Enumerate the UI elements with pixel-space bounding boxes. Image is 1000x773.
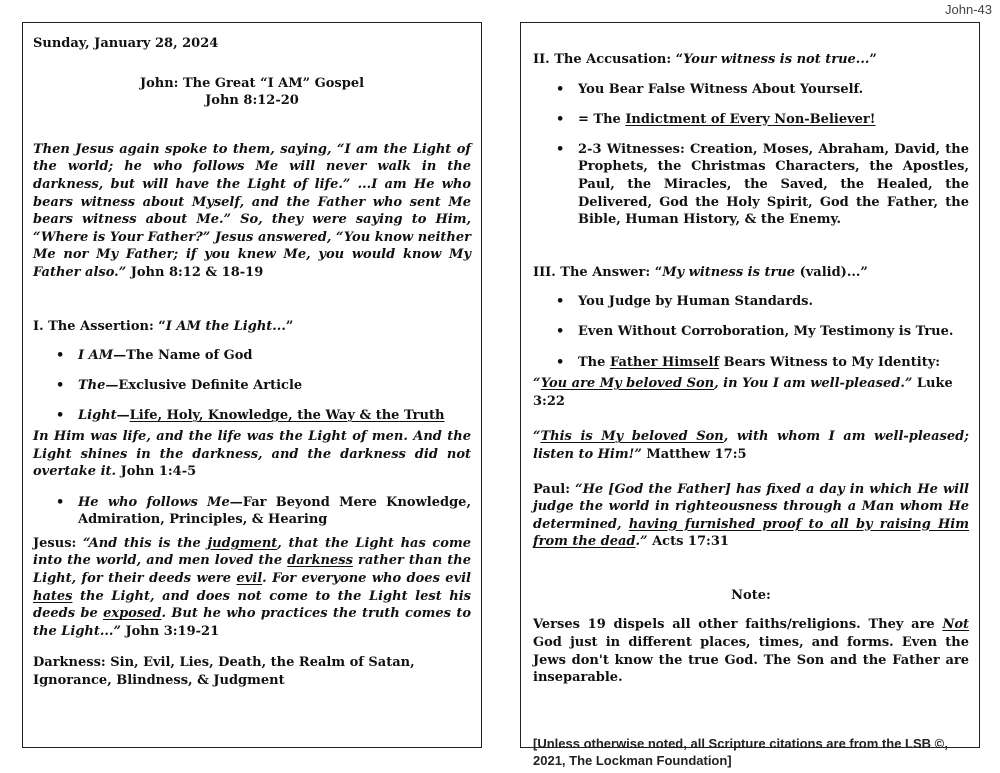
list-item: • The—Exclusive Definite Article	[78, 377, 471, 395]
john-1-quote: In Him was life, and the life was the Light of men. And the Light shines in the darkness, and the darkness did not overtake it. John 1:4-5	[33, 428, 471, 480]
list-item: • Even Without Corroboration, My Testimony is True.	[578, 323, 969, 341]
section-2-heading: II. The Accusation: “Your witness is not true...”	[533, 52, 877, 67]
date: Sunday, January 28, 2024	[33, 36, 219, 51]
list-item: • I AM—The Name of God	[78, 347, 471, 365]
list-item: • He who follows Me—Far Beyond Mere Knowledge, Admiration, Principles, & Hearing	[78, 494, 471, 529]
opening-passage	[33, 141, 471, 282]
answer-list	[533, 293, 969, 371]
passage-text: Then Jesus again spoke to them, saying, “I am the Light of the world; he who follows Me will never walk in the darkness, but will have the Light of life.” ...I am He who bears witness about Myself, and the Father who sent Me bears witness about Me.” So, they were saying to Him, “Where is Your Father?” Jesus answered, “You know neither Me nor My Father; if you knew Me, you would know My Father also.”	[33, 141, 471, 280]
section-3-heading: III. The Answer: “My witness is true (valid)...”	[533, 264, 868, 280]
right-page	[520, 22, 980, 769]
sermon-reference: John 8:12-20	[205, 93, 299, 109]
list-item: • = The Indictment of Every Non-Believer!	[578, 111, 969, 129]
list-item: • You Bear False Witness About Yourself.	[578, 81, 969, 99]
luke-quote: “You are My beloved Son, in You I am well-pleased.” Luke 3:22	[533, 376, 953, 409]
passage-ref: John 8:12 & 18-19	[126, 264, 264, 280]
paul-quote: Paul: “He [God the Father] has fixed a day in which He will judge the world in righteousness through a Man whom He determined, having furnished proof to all by raising Him from the dead.” Acts 17:31	[533, 481, 970, 550]
sermon-title: John: The Great “I AM” Gospel	[139, 75, 365, 91]
list-item: • 2-3 Witnesses: Creation, Moses, Abraham, David, the Prophets, the Christmas Characters, the Apostles, Paul, the Miracles, the Saved, the Healed, the Delivered, God the Holy Spirit, God the Father, the Bible, Human History, & the Enemy.	[578, 141, 969, 229]
list-item: • The Father Himself Bears Witness to My Identity:	[578, 354, 969, 372]
list-item: • You Judge by Human Standards.	[578, 293, 969, 311]
list-item: • Light—Life, Holy, Knowledge, the Way & the Truth	[78, 407, 471, 425]
matthew-quote: “This is My beloved Son, with whom I am well-pleased; listen to Him!” Matthew 17:5	[533, 429, 969, 462]
note-text: Verses 19 dispels all other faiths/religions. They are Not God just in different places, times, and forms. Even the Jews don't know the true God. The Son and the Father are inseparable.	[533, 617, 969, 686]
page-number: John-43	[945, 2, 992, 17]
darkness-summary: Darkness: Sin, Evil, Lies, Death, the Realm of Satan, Ignorance, Blindness, & Judgment	[33, 655, 415, 689]
left-page	[22, 22, 482, 748]
note-heading: Note:	[731, 587, 771, 603]
john-3-quote: Jesus: “And this is the judgment, that the Light has come into the world, and men loved the darkness rather than the Light, for their deeds were evil. For everyone who does evil hates the Light, and does not come to the Light lest his deeds be exposed. But he who practices the truth comes to the Light...” John 3:19-21	[33, 535, 471, 639]
footnote: [Unless otherwise noted, all Scripture citations are from the LSB ©, 2021, The Lockman Foundation]	[533, 735, 948, 769]
follows-list	[33, 494, 471, 529]
accusation-list	[533, 81, 969, 229]
assertion-list	[33, 347, 471, 425]
section-1-heading: I. The Assertion: “I AM the Light...”	[33, 318, 294, 334]
